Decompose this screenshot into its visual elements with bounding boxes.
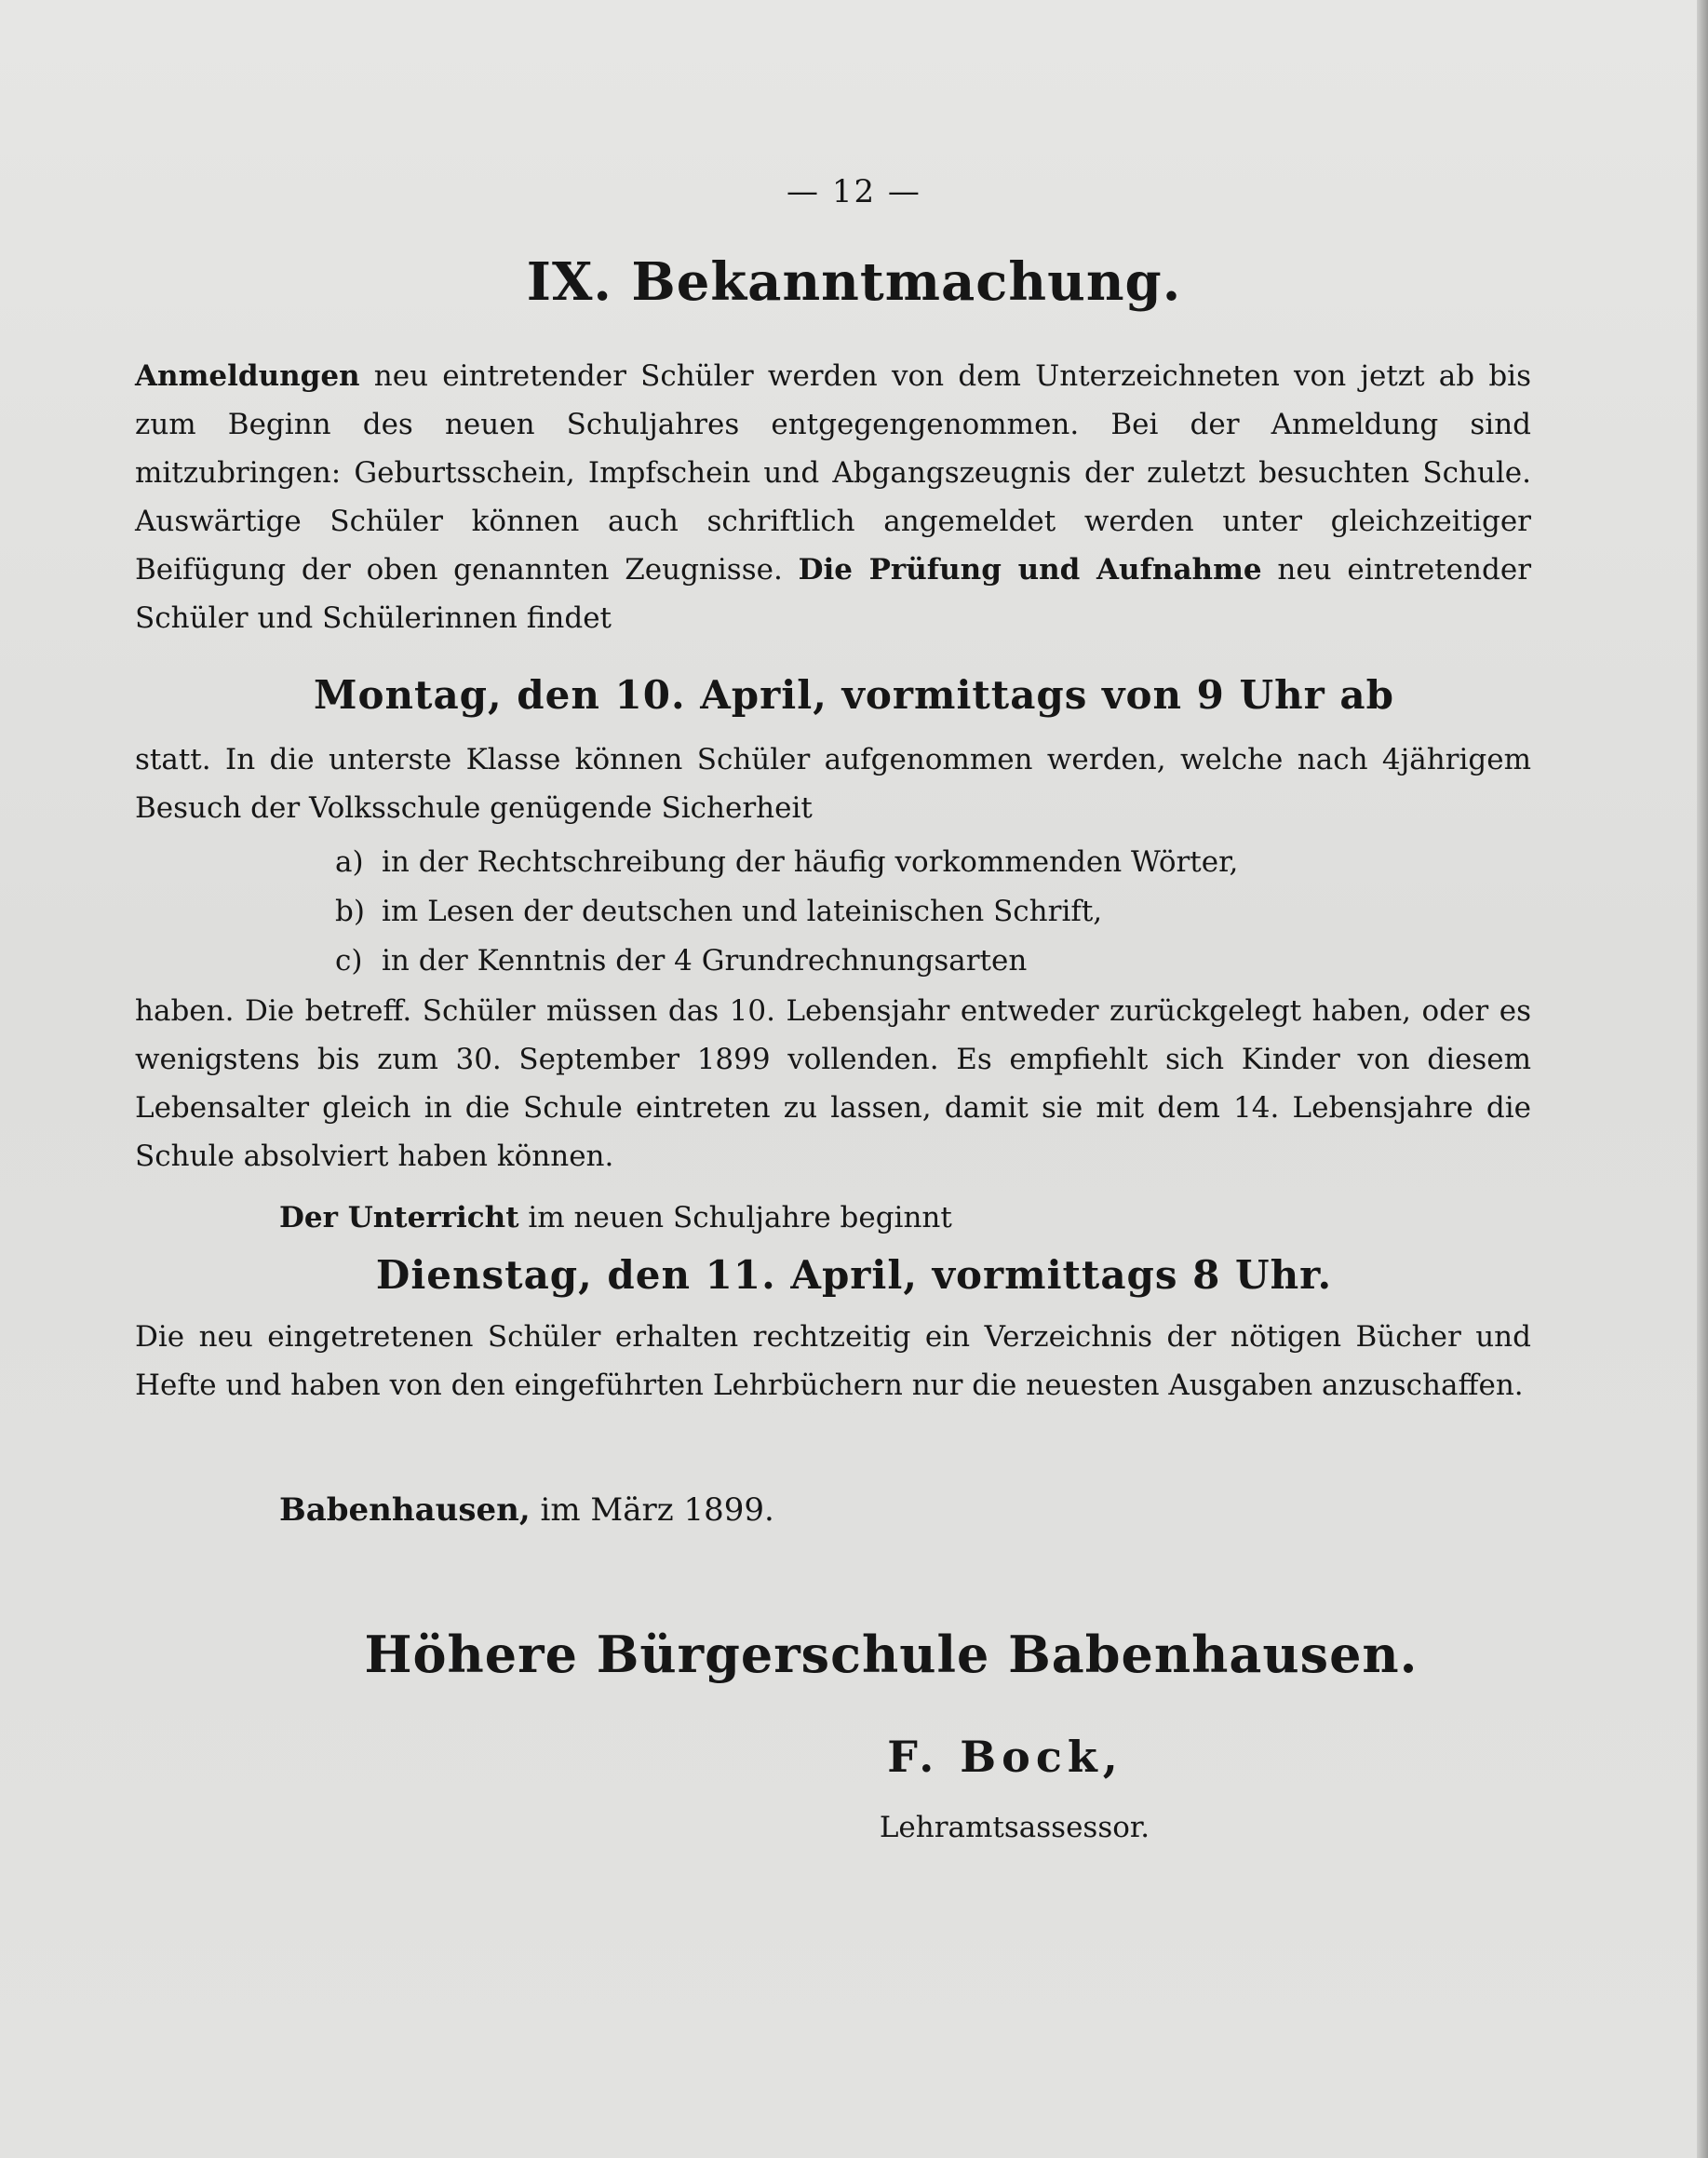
requirement-text: in der Kenntnis der 4 Grundrechnungsarten xyxy=(382,944,1028,978)
page-number: — 12 — xyxy=(787,173,921,210)
requirement-label: c) xyxy=(335,944,363,978)
requirement-text: in der Rechtschreibung der häufig vorkommenden Wörter, xyxy=(382,845,1239,879)
page-edge-shadow xyxy=(1697,0,1708,2158)
instruction-line xyxy=(279,1194,1489,1242)
instruction-lead: Der Unterricht xyxy=(279,1201,519,1234)
registration-tail: neu eintretender Schüler und Schülerinnen findet xyxy=(135,553,1532,635)
instruction-text: im neuen Schuljahre beginnt xyxy=(518,1201,952,1234)
requirement-text: im Lesen der deutschen und lateinischen Schrift, xyxy=(382,895,1103,928)
exam-emphasis: Die Prüfung und Aufnahme xyxy=(798,553,1262,587)
books-paragraph: Die neu eingetretenen Schüler erhalten rechtzeitig ein Verzeichnis der nötigen Bücher und Hefte und haben von den eingeführten Lehrbüchern nur die neuesten Ausgaben anzuschaffen. xyxy=(135,1320,1531,1402)
signer-role: Lehramtsassessor. xyxy=(879,1811,1150,1844)
requirement-item xyxy=(335,887,1452,936)
signer-name: F. Bock, xyxy=(887,1732,1123,1782)
admission-paragraph: statt. In die unterste Klasse können Schüler aufgenommen werden, welche nach 4jährigem Besuch der Volksschule genügende Sicherheit xyxy=(135,743,1531,825)
registration-lead: Anmeldungen xyxy=(135,359,360,393)
registration-text: neu eintretender Schüler werden von dem Unterzeichneten von jetzt ab bis zum Beginn des neuen Schuljahres entgegengenommen. Bei der Anmeldung sind mitzubringen: Geburtsschein, Impfschein und Abgangszeugnis der zuletzt besuchten Schule. Auswärtige Schüler können auch schriftlich angemeldet werden unter gleichzeitiger Beifügung der oben genannten Zeugnisse. xyxy=(135,359,1531,587)
age-paragraph: haben. Die betreff. Schüler müssen das 10. Lebensjahr entweder zurückgelegt haben, oder es wenigstens bis zum 30. September 1899 vollenden. Es empfiehlt sich Kinder von diesem Lebensalter gleich in die Schule eintreten zu lassen, damit sie mit dem 14. Lebensjahre die Schule absolviert haben können. xyxy=(135,994,1531,1173)
school-name: Höhere Bürgerschule Babenhausen. xyxy=(364,1625,1419,1684)
start-date: Dienstag, den 11. April, vormittags 8 Uhr. xyxy=(375,1252,1333,1298)
place-city: Babenhausen, xyxy=(279,1491,531,1529)
requirement-item xyxy=(335,937,1452,985)
exam-date: Montag, den 10. April, vormittags von 9 Uhr ab xyxy=(314,672,1394,718)
registration-paragraph xyxy=(135,352,1531,642)
requirement-item xyxy=(335,838,1452,886)
section-heading: IX. Bekanntmachung. xyxy=(526,251,1182,313)
requirement-label: a) xyxy=(335,845,364,879)
place-date-line xyxy=(279,1491,774,1529)
place-date: im März 1899. xyxy=(530,1491,774,1529)
requirement-label: b) xyxy=(335,895,365,928)
